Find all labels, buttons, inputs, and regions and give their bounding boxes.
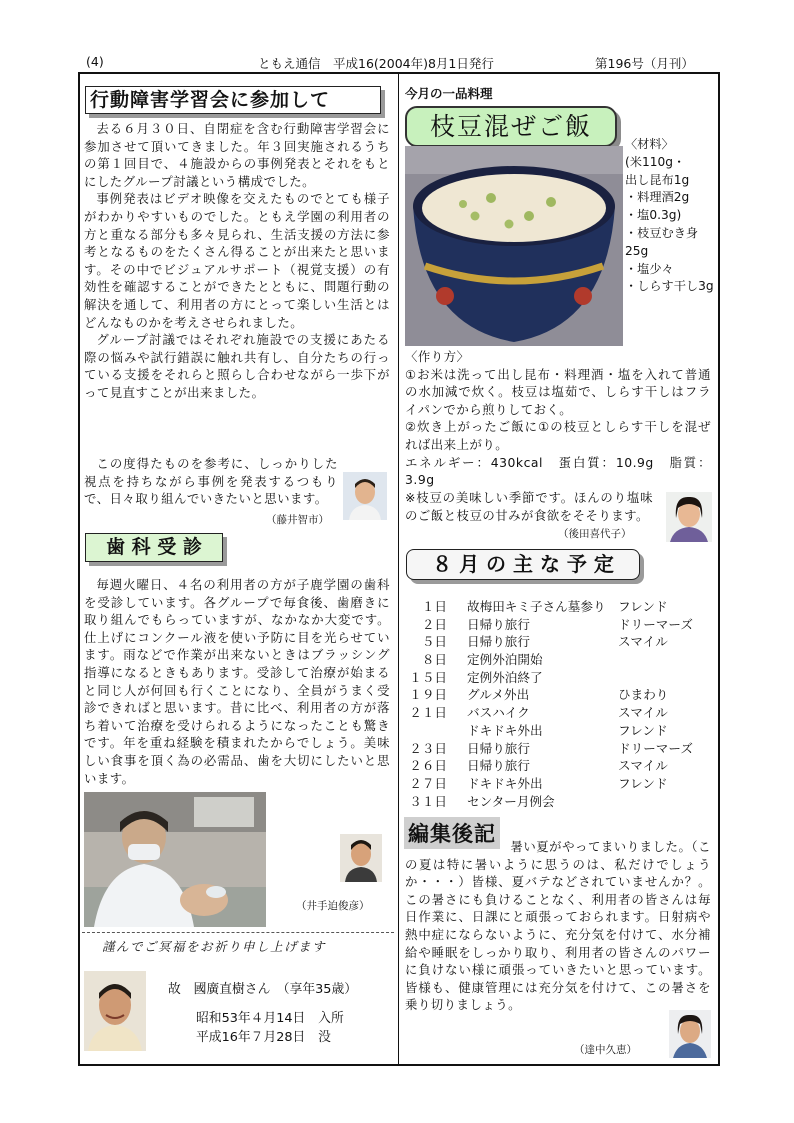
study-closing [84,455,338,508]
schedule-group: フレンド [618,722,668,738]
recipe-kicker: 今月の一品料理 [405,86,493,101]
schedule-event: ドキドキ外出 [467,775,543,791]
memorial-died: 平成16年７月28日 没 [196,1030,331,1045]
dental-photo [84,792,266,927]
page-number: (4) [86,54,104,69]
method-title: 〈作り方〉 [405,349,470,364]
memorial-name: 故 國廣直樹さん （享年35歳） [168,982,358,997]
schedule-group: ひまわり [618,687,669,703]
ingredients-title: 〈材料〉 [625,137,674,151]
memorial-entered: 昭和53年４月14日 入所 [196,1011,344,1026]
schedule-group: ドリーマーズ [618,616,693,632]
author-photo-ushiroda [666,492,712,542]
column-divider [398,72,399,1066]
ingredient-item: 出し昆布1g [625,172,690,187]
condolence-line: 謹んでご冥福をお祈り申し上げます [102,939,327,954]
schedule-day: １９日 [409,687,447,703]
newsletter-page [78,52,718,1068]
issue-date: ともえ通信 平成16(2004年)8月1日発行 [258,56,494,71]
nutrition-info: エネルギー：430kcal 蛋白質：10.9g 脂質：3.9g [405,454,711,488]
author-photo-ide [340,834,382,882]
ingredient-item: (米110g・ [625,154,686,169]
schedule-event: 日帰り旅行 [467,634,530,650]
schedule-row [405,773,715,791]
schedule-row [405,684,715,702]
study-title: 行動障害学習会に参加して [85,86,381,114]
ingredient-item: ・料理酒2g [625,190,690,205]
schedule-list [405,596,715,808]
study-author: （藤井智市） [266,514,329,526]
recipe-note-wrap [405,489,653,524]
schedule-day: ５日 [421,634,447,650]
schedule-event: 日帰り旅行 [467,740,530,756]
issue-number: 第196号（月刊） [595,56,694,71]
schedule-group: スマイル [618,634,668,650]
schedule-day: １５日 [409,669,447,685]
author-photo-tatsunaka [669,1010,711,1058]
author-photo-fujii [343,472,387,520]
recipe-note: ※枝豆の美味しい季節です。ほんのり塩味のご飯と枝豆の甘みが食欲をそそります。 [405,490,653,523]
schedule-day: ２日 [421,616,447,632]
schedule-event: 定例外泊開始 [467,652,543,668]
study-paragraph: 去る６月３０日、自閉症を含む行動障害学習会に参加させて頂いてきました。年３回実施されるうちの第１回目で、４施設からの事例発表とそれをもとにしたグループ討議という構成でした。 [84,121,390,189]
schedule-day: ２３日 [409,740,447,756]
schedule-event: バスハイク [467,705,530,721]
ingredient-item: ・しらす干し3g [625,279,714,294]
schedule-row [405,631,715,649]
schedule-row [405,702,715,720]
dental-title: 歯 科 受 診 [85,533,223,562]
schedule-event: 日帰り旅行 [467,758,530,774]
method-step: ②炊き上がったご飯に①の枝豆としらす干しを混ぜれば出来上がり。 [405,419,711,452]
ingredients [625,136,715,296]
schedule-day: ３１日 [409,793,447,809]
dental-article [84,576,390,786]
schedule-day: ２１日 [409,705,447,721]
editor-body: 暑い夏がやってまいりました。（この夏は特に暑いように思うのは、私だけでしょうか・・・）皆様、夏バテなどされていませんか？。この暑さにも負けることなく、利用者の皆さんは毎日作業に、日課にと頑張っておられます。日射病や熱中症にならないように、充分気を付けて、水分補給や睡眠をしっかり取り、利用者の皆さんのパワーに負けない様に頑張っていきたいと思っています。皆様も、健康管理には充分気を付けて、この暑さを乗り切りましょう。 [405,839,711,1013]
schedule-group: フレンド [618,775,668,791]
schedule-row [405,614,715,632]
schedule-event: 故梅田キミ子さん墓参り [467,599,606,614]
study-paragraph: グループ討議ではそれぞれ施設での支援にあたる際の悩みや試行錯誤に触れ共有し、自分たちの行っている支援をそれらと照らし合わせながら一歩下がって見直すことが出来ました。 [84,332,390,400]
dental-body: 毎週火曜日、４名の利用者の方が子鹿学園の歯科を受診しています。各グループで毎食後、歯磨きに取り組んでもらっていますが、なかなか大変です。仕上げにコンクール液を使い予防に目を光らせています。雨などで作業が出来ないときはブラッシング指導になるときもあります。受診して治療が始まると同じ人が何回も行くことになり、全員がうまく受診できればと思います。昔に比べ、利用者の方が落ち着いて治療を受けられるようになったことも驚きです。年を重ね経験を積まれたからでしょう。美味しい食事を頂く為の必需品、歯を大切にしたいと思います。 [84,577,390,786]
study-paragraph: この度得たものを参考に、しっかりした視点を持ちながら事例を発表するつもりで、日々取り組んでいきたいと思います。 [84,456,338,507]
schedule-group: スマイル [618,758,668,774]
schedule-title: ８ 月 の 主 な 予 定 [406,549,640,580]
schedule-row [405,755,715,773]
schedule-group: ドリーマーズ [618,740,693,756]
ingredient-item: ・塩0.3g) [625,208,682,223]
schedule-day: ２６日 [409,758,447,774]
memorial-photo [84,971,146,1051]
dashed-divider [82,932,394,933]
ingredient-item: ・枝豆むき身25g [625,225,699,258]
schedule-event: 定例外泊終了 [467,669,543,685]
schedule-group: フレンド [618,599,668,614]
recipe-author: （後田喜代子） [558,528,632,540]
schedule-row [405,649,715,667]
recipe-photo [405,146,623,346]
schedule-row [405,667,715,685]
recipe-title: 枝豆混ぜご飯 [405,106,617,147]
schedule-row [405,738,715,756]
schedule-event: 日帰り旅行 [467,616,530,632]
schedule-event: グルメ外出 [467,687,530,703]
dental-author: （井手迫俊彦） [296,900,370,912]
editor-article [405,838,711,1014]
method-step: ①お米は洗って出し昆布・料理酒・塩を入れて普通の水加減で炊く。枝豆は塩茹で、しらす干しはフライパンでから煎りしておく。 [405,366,711,417]
schedule-row [405,791,715,809]
ingredient-item: ・塩少々 [625,261,674,276]
recipe-method [405,348,711,489]
editor-author: （達中久恵） [574,1044,637,1056]
study-paragraph: 事例発表はビデオ映像を交えたものでとても様子がわかりやすいものでした。ともえ学園の利用者の方と重なる部分も多々見られ、生活支援の方法に参考となるものをたくさん得ることが出来たと思います。その中でビジュアルサポート（視覚支援）の有効性を確認することができたとともに、問題行動の解決を通して、利用者の方にとって楽しい生活とはどんなものかを考えさせられました。 [84,191,390,330]
schedule-day: ２７日 [409,775,447,791]
study-article [84,120,390,402]
schedule-event: センター月例会 [467,793,555,809]
schedule-row [405,720,715,738]
schedule-group: スマイル [618,705,668,721]
schedule-day: １日 [421,599,447,614]
schedule-event: ドキドキ外出 [467,722,543,738]
schedule-row [405,596,715,614]
editor-title: 編集後記 [404,817,500,849]
page-header [78,54,718,72]
schedule-day: ８日 [421,652,447,668]
